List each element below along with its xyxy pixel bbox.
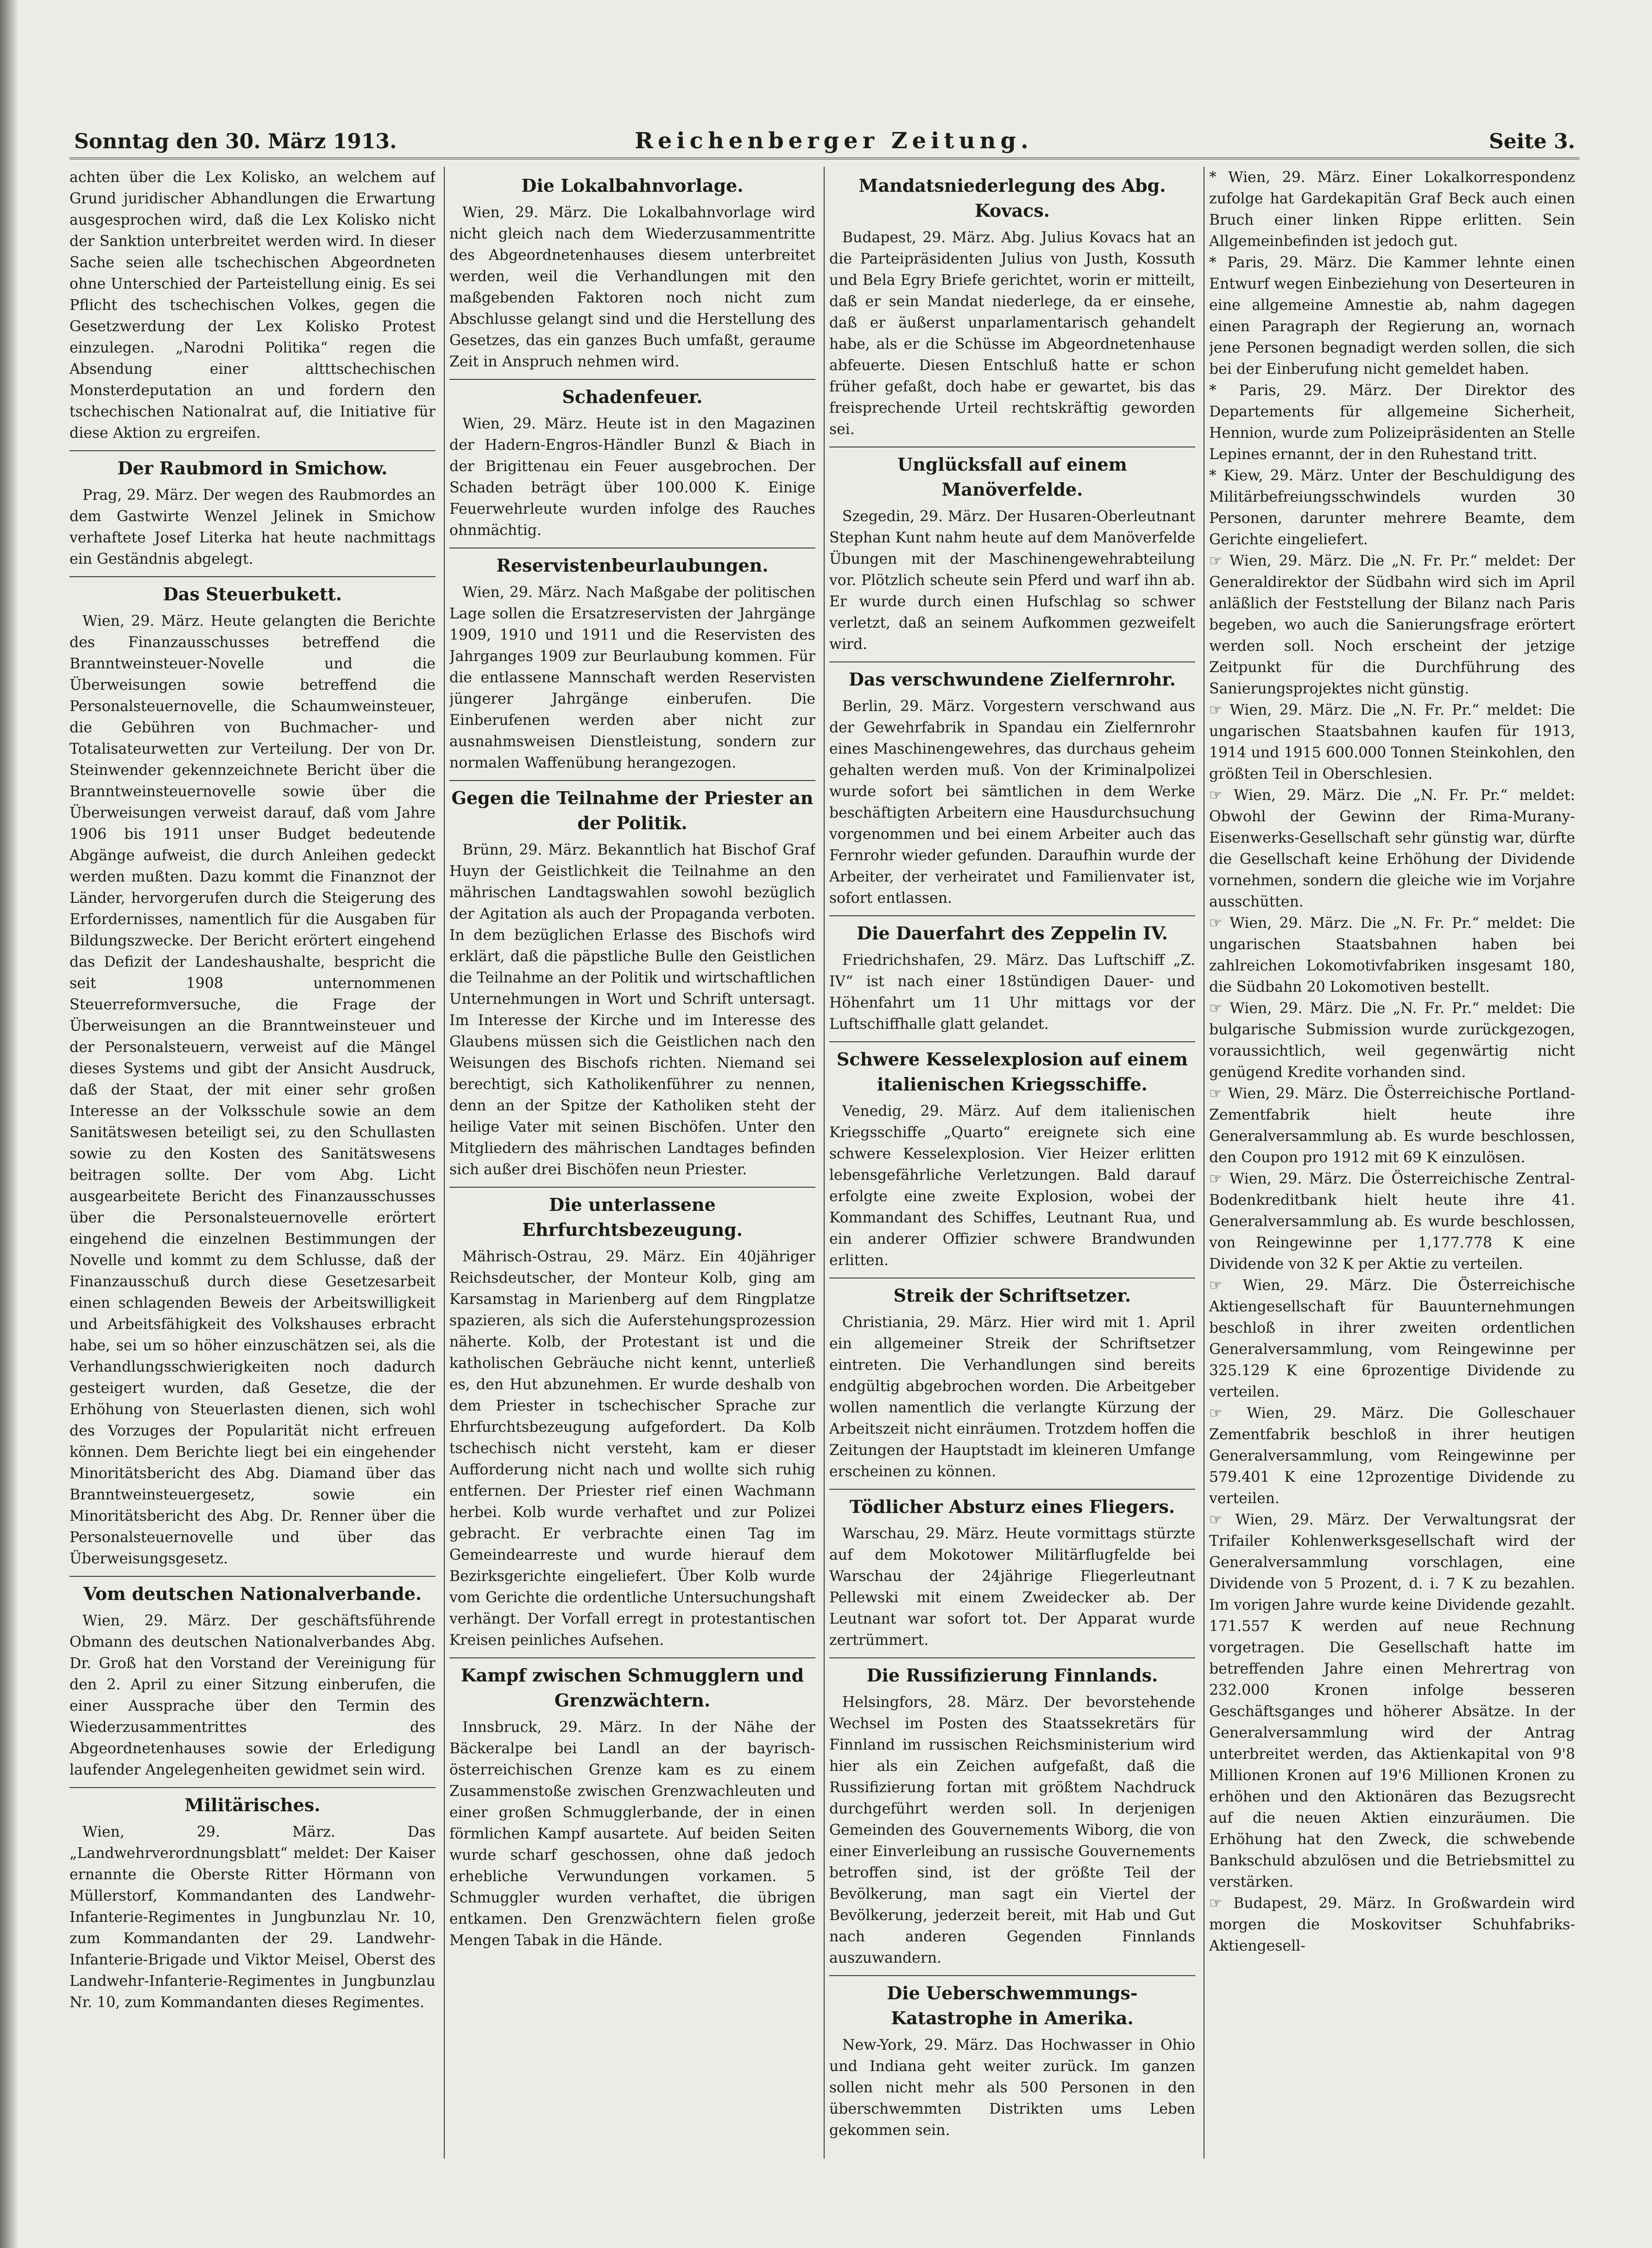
article xyxy=(829,1975,1195,2141)
article-headline: Unglücksfall auf einem Manöverfelde. xyxy=(829,447,1195,502)
newspaper-title: Reichenberger Zeitung. xyxy=(635,128,1033,154)
article xyxy=(829,1278,1195,1482)
article-headline: Schwere Kesselexplosion auf einem italienischen Kriegsschiffe. xyxy=(829,1041,1195,1097)
paragraph: ☞ Budapest, 29. März. In Großwardein wird morgen die Moskovitser Schuhfabriks-Aktiengesell- xyxy=(1209,1895,1575,1954)
article-body: Szegedin, 29. März. Der Husaren-Oberleutnant Stephan Kunt nahm heute auf dem Manöverfelde Übungen mit der Maschinengewehrabteilung vor. Plötzlich scheute sein Pferd und warf ihn ab. Er wurde durch einen Hufschlag so schwer verletzt, daß an seinem Aufkommen gezweifelt wird. xyxy=(829,508,1195,653)
column-rule xyxy=(824,167,825,2159)
article-headline: Mandatsniederlegung des Abg. Kovacs. xyxy=(858,175,1166,221)
article xyxy=(829,447,1195,655)
article xyxy=(69,450,435,570)
column-4 xyxy=(1209,167,1575,2159)
paragraph: ☞ Wien, 29. März. Die Österreichische Portland-Zementfabrik hielt heute ihre Generalversammlung ab. Es wurde beschlossen, den Coupon pro 1912 mit 69 K einzulösen. xyxy=(1209,1085,1575,1166)
article-body: Innsbruck, 29. März. In der Nähe der Bäckeralpe bei Landl an der bayrisch-österreichischen Grenze kam es zu einem Zusammenstoße zwischen Grenzwachleuten und einer großen Schmugglerbande, der in einen förmlichen Kampf ausartete. Auf beiden Seiten wurde scharf geschossen, ohne daß jedoch erhebliche Verwundungen vorkamen. 5 Schmuggler wurden verhaftet, die übrigen entkamen. Den Grenzwächtern fielen große Mengen Tabak in die Hände. xyxy=(449,1719,815,1949)
paragraph: * Paris, 29. März. Die Kammer lehnte einen Entwurf wegen Einbeziehung von Deserteuren in eine allgemeine Amnestie ab, nahm dagegen einen Paragraph der Regierung an, wornach jene Personen begnadigt werden sollen, die sich bei der Einberufung nicht gemeldet haben. xyxy=(1209,254,1575,378)
paragraph: ☞ Wien, 29. März. Die „N. Fr. Pr.“ meldet: Die bulgarische Submission wurde zurückgezogen, voraussichtlich, weil gegenwärtig nicht genügend Kredite vorhanden sind. xyxy=(1209,1000,1575,1081)
binding-margin xyxy=(0,0,19,2248)
article-headline: Das Steuerbukett. xyxy=(69,576,435,607)
article-headline: Schadenfeuer. xyxy=(449,379,815,409)
column-3 xyxy=(829,167,1195,2159)
article xyxy=(449,1187,815,1651)
article-headline: Kampf zwischen Schmugglern und Grenzwächtern. xyxy=(449,1657,815,1713)
article-body: Christiania, 29. März. Hier wird mit 1. April ein allgemeiner Streik der Schriftsetzer eintreten. Die Verhandlungen sind bereits endgültig abgebrochen worden. Die Arbeitgeber wollen namentlich die verlangte Kürzung der Arbeitszeit nicht einräumen. Trotzdem hoffen die Zeitungen der Hauptstadt im kleineren Umfange erscheinen zu können. xyxy=(829,1314,1195,1480)
article-body: Friedrichshafen, 29. März. Das Luftschiff „Z. IV“ ist nach einer 18stündigen Dauer- und Höhenfahrt um 11 Uhr mittags vor der Luftschiffhalle glatt gelandet. xyxy=(829,952,1195,1033)
paragraph: ☞ Wien, 29. März. Die „N. Fr. Pr.“ meldet: Der Generaldirektor der Südbahn wird sich im April anläßlich der Feststellung der Bilanz nach Paris begeben, wo auch die Sanierungsfrage erörtert werden soll. Noch erscheint der jetzige Zeitpunkt für die Durchführung des Sanierungsprojektes nicht günstig. xyxy=(1209,553,1575,697)
article-headline: Die Russifizierung Finnlands. xyxy=(829,1657,1195,1688)
article-headline: Vom deutschen Nationalverbande. xyxy=(69,1576,435,1606)
article-headline: Das verschwundene Zielfernrohr. xyxy=(829,661,1195,692)
article xyxy=(829,1489,1195,1651)
article xyxy=(829,1041,1195,1271)
paragraph: ☞ Wien, 29. März. Die „N. Fr. Pr.“ meldet: Die ungarischen Staatsbahnen kaufen für 1913, 1914 und 1915 600.000 Tonnen Steinkohlen, den größten Teil in Oberschlesien. xyxy=(1209,702,1575,782)
article-body: Helsingfors, 28. März. Der bevorstehende Wechsel im Posten des Staatssekretärs für Finnland im russischen Reichsministerium wird hier als ein Zeichen aufgefaßt, daß die Russifizierung fortan mit größtem Nachdruck durchgeführt werden soll. In derjenigen Gemeinden des Gouvernements Wiborg, die von einer Einverleibung an russische Gouvernements betroffen sind, ist der größte Teil der Bevölkerung, man sagt ein Viertel der Bevölkerung, jederzeit bereit, mit Hab und Gut nach anderen Gegenden Finnlands auszuwandern. xyxy=(829,1694,1195,1966)
paragraph: * Paris, 29. März. Der Direktor des Departements für allgemeine Sicherheit, Hennion, wurde zum Polizeipräsidenten an Stelle Lepines ernannt, der in den Ruhestand tritt. xyxy=(1209,382,1575,463)
article-body: Wien, 29. März. Der geschäftsführende Obmann des deutschen Nationalverbandes Abg. Dr. Groß hat den Vorstand der Vereinigung für den 2. April zu einer Sitzung einberufen, die einer Aussprache über den Termin des Wiederzusammentrittes des Abgeordnetenhauses sowie der Erledigung laufender Angelegenheiten gewidmet sein wird. xyxy=(69,1612,435,1778)
continued-text xyxy=(69,167,435,444)
article-body: Prag, 29. März. Der wegen des Raubmordes an dem Gastwirte Wenzel Jelinek in Smichow verhaftete Josef Literka hat heute nachmittags ein Geständnis abgelegt. xyxy=(69,487,435,567)
article-body: Wien, 29. März. Heute gelangten die Berichte des Finanzausschusses betreffend die Branntweinsteuer-Novelle und die Überweisungen sowie betreffend die Personalsteuernovelle, die Schaumweinsteuer, die Gebühren von Buchmacher- und Totalisateurwetten zur Verteilung. Der von Dr. Steinwender gekennzeichnete Bericht über die Branntweinsteuernovelle sowie über die Überweisungen verweist darauf, daß vom Jahre 1906 bis 1911 unser Budget bedeutende Abgänge aufweist, die durch Anleihen gedeckt werden mußten. Dazu kommt die Finanznot der Länder, hervorgerufen durch die Steigerung des Erfordernisses, namentlich für die Ausgaben für Bildungszwecke. Der Bericht erörtert eingehend das Defizit der Landeshaushalte, bespricht die seit 1908 unternommenen Steuerreformversuche, die Frage der Überweisungen an die Branntweinsteuer und der Personalsteuern, verweist auf die Mängel dieses Systems und gibt der Ansicht Ausdruck, daß der Staat, der mit einer sehr großen Interesse an der Volksschule sowie an dem Sanitätswesen beteiligt sei, zu den Schullasten sowie zu den Kosten des Sanitätswesens beitragen sollte. Der vom Abg. Licht ausgearbeitete Bericht des Finanzausschusses über die Personalsteuernovelle erörtert eingehend die einzelnen Bestimmungen der Novelle und kommt zu dem Schlusse, daß der Finanzausschuß durch diese Gesetzesarbeit einen schlagenden Beweis der Arbeitswilligkeit und Arbeitsfähigkeit des Volkshauses erbracht habe, sei um so höher einzuschätzen sei, als die Verhandlungsschwierigkeiten noch dadurch gesteigert wurden, daß Gesetze, die der Erhöhung von Steuerlasten dienen, sich wohl des Vorzuges der Popularität nicht erfreuen können. Dem Berichte liegt bei ein eingehender Minoritätsbericht des Abg. Diamand über das Branntweinsteuergesetz, sowie ein Minoritätsbericht des Abg. Dr. Renner über die Personalsteuernovelle und über das Überweisungsgesetz. xyxy=(69,613,435,1567)
article-headline: Tödlicher Absturz eines Fliegers. xyxy=(829,1489,1195,1519)
article xyxy=(449,548,815,774)
article xyxy=(829,173,1195,440)
column-1 xyxy=(69,167,435,2159)
column-rule xyxy=(444,167,445,2159)
newspaper-page xyxy=(69,125,1580,2163)
paragraph: * Kiew, 29. März. Unter der Beschuldigung des Militärbefreiungsschwindels wurden 30 Personen, darunter mehrere Beamte, dem Gerichte eingeliefert. xyxy=(1209,467,1575,548)
article-body: Wien, 29. März. Das „Landwehrverordnungsblatt“ meldet: Der Kaiser ernannte die Oberste Ritter Hörmann von Müllerstorf, Kommandanten des Landwehr-Infanterie-Regimentes in Jungbunzlau Nr. 10, zum Kommandanten der 29. Landwehr-Infanterie-Brigade und Viktor Meisel, Oberst des Landwehr-Infanterie-Regimentes in Jungbunzlau Nr. 10, zum Kommandanten dieses Regimentes. xyxy=(69,1824,435,2011)
article-body: Wien, 29. März. Die Lokalbahnvorlage wird nicht gleich nach dem Wiederzusammentritte des Abgeordnetenhauses diesem unterbreitet werden, weil die Verhandlungen mit den maßgebenden Faktoren noch nicht zum Abschlusse gelangt sind und die Herstellung des Gesetzes, das ein ganzes Buch umfaßt, geraume Zeit in Anspruch nehmen wird. xyxy=(449,204,815,370)
paragraph: ☞ Wien, 29. März. Die „N. Fr. Pr.“ meldet: Die ungarischen Staatsbahnen haben bei zahlreichen Lokomotivfabriken insgesamt 180, die Südbahn 20 Lokomotiven bestellt. xyxy=(1209,915,1575,995)
article-body: Wien, 29. März. Heute ist in den Magazinen der Hadern-Engros-Händler Bunzl & Biach in der Brigittenau ein Feuer ausgebrochen. Der Schaden beträgt über 100.000 K. Einige Feuerwehrleute wurden infolge des Rauches ohnmächtig. xyxy=(449,416,815,539)
article xyxy=(69,1787,435,2013)
page-number: Seite 3. xyxy=(1488,130,1575,153)
article xyxy=(69,576,435,1569)
article-headline: Die Dauerfahrt des Zeppelin IV. xyxy=(829,915,1195,946)
continued-text xyxy=(1209,167,1575,1957)
article-body: New-York, 29. März. Das Hochwasser in Ohio und Indiana geht weiter zurück. Im ganzen sollen nicht mehr als 500 Personen in den überschwemmten Distrikten ums Leben gekommen sein. xyxy=(829,2037,1195,2139)
paragraph: ☞ Wien, 29. März. Die „N. Fr. Pr.“ meldet: Obwohl der Gewinn der Rima-Murany-Eisenwerks-Gesellschaft sehr günstig war, dürfte die Gesellschaft keine Erhöhung der Dividende vornehmen, sondern die gleiche wie im Vorjahre ausschütten. xyxy=(1209,787,1575,910)
paragraph: ☞ Wien, 29. März. Die Golleschauer Zementfabrik beschloß in ihrer heutigen Generalversammlung, vom Reingewinne per 579.401 K eine 12prozentige Dividende zu verteilen. xyxy=(1209,1405,1575,1507)
article-body: Venedig, 29. März. Auf dem italienischen Kriegsschiffe „Quarto“ ereignete sich eine schwere Kesselexplosion. Vier Heizer erlitten lebensgefährliche Verletzungen. Bald darauf erfolgte eine zweite Explosion, wobei der Kommandant des Schiffes, Leutnant Rua, und ein anderer Offizier schwere Brandwunden erlitten. xyxy=(829,1103,1195,1269)
article-body: Wien, 29. März. Nach Maßgabe der politischen Lage sollen die Ersatzreservisten der Jahrgänge 1909, 1910 und 1911 und die Reservisten des Jahrganges 1909 zur Beurlaubung kommen. Für die entlassene Mannschaft werden Reservisten jüngerer Jahrgänge einberufen. Die Einberufenen werden aber nicht zur ausnahmsweisen Dienstleistung, sondern zur normalen Waffenübung herangezogen. xyxy=(449,584,815,771)
article-body: Berlin, 29. März. Vorgestern verschwand aus der Gewehrfabrik in Spandau ein Zielfernrohr eines Maschinengewehres, das durchaus geheim gehalten werden muß. Von der Kriminalpolizei wurde sofort bei sämtlichen in dem Werke beschäftigten Arbeitern eine Hausdurchsuchung vorgenommen und bei einem Arbeiter auch das Fernrohr wieder gefunden. Daraufhin wurde der Arbeiter, der verheiratet und Familienvater ist, sofort entlassen. xyxy=(829,698,1195,907)
article-body: Brünn, 29. März. Bekanntlich hat Bischof Graf Huyn der Geistlichkeit die Teilnahme an den mährischen Landtagswahlen sowohl bezüglich der Agitation als auch der Propaganda verboten. In dem bezüglichen Erlasse des Bischofs wird erklärt, daß die päpstliche Bulle den Geistlichen die Teilnahme an der Politik und wirtschaftlichen Unternehmungen in Wort und Schrift untersagt. Im Interesse der Kirche und im Interesse des Glaubens müssen sich die Geistlichen nach den Weisungen des Bischofs richten. Niemand sei berechtigt, sich Katholikenführer zu nennen, denn an der Spitze der Katholiken steht der heilige Vater mit seinen Bischöfen. Unter den Mitgliedern des mährischen Landtages befinden sich außer drei Bischöfen neun Priester. xyxy=(449,842,815,1178)
article xyxy=(829,661,1195,909)
article-body: Budapest, 29. März. Abg. Julius Kovacs hat an die Parteipräsidenten Julius von Justh, Kossuth und Bela Egry Briefe gerichtet, worin er mitteilt, daß er sein Mandat niederlege, da er einsehe, daß er äußerst unparlamentarisch gehandelt habe, als er die Schüsse im Abgeordnetenhause abfeuerte. Diesen Entschluß hatte er schon früher gefaßt, doch habe er gewartet, bis das freisprechende Urteil rechtskräftig geworden sei. xyxy=(829,229,1195,438)
article-body: Mährisch-Ostrau, 29. März. Ein 40jähriger Reichsdeutscher, der Monteur Kolb, ging am Karsamstag in Marienberg auf dem Ringplatze spazieren, als sich die Auferstehungsprozession näherte. Kolb, der Protestant ist und die katholischen Gebräuche nicht kennt, unterließ es, den Hut abzunehmen. Er wurde deshalb von dem Priester in tschechischer Sprache zur Ehrfurchtsbezeugung aufgefordert. Da Kolb tschechisch nicht versteht, kam er dieser Aufforderung nicht nach und wollte sich ruhig entfernen. Der Priester rief einen Wachmann herbei. Kolb wurde verhaftet und zur Polizei gebracht. Er verbrachte einen Tag im Gemeindearreste und wurde hierauf dem Bezirksgerichte eingeliefert. Über Kolb wurde vom Gerichte die ordentliche Untersuchungshaft verhängt. Der Vorfall erregt in protestantischen Kreisen peinliches Aufsehen. xyxy=(449,1248,815,1649)
article xyxy=(449,1657,815,1951)
article xyxy=(829,915,1195,1035)
article-body: Warschau, 29. März. Heute vormittags stürzte auf dem Mokotower Militärflugfelde bei Warschau der 24jährige Fliegerleutnant Pellewski mit einem Zweidecker ab. Der Leutnant war sofort tot. Der Apparat wurde zertrümmert. xyxy=(829,1525,1195,1649)
article xyxy=(449,780,815,1180)
article xyxy=(449,173,815,372)
issue-date: Sonntag den 30. März 1913. xyxy=(74,130,397,153)
paragraph: achten über die Lex Kolisko, an welchem auf Grund juridischer Abhandlungen die Erwartung ausgesprochen wird, daß die Lex Kolisko nicht der Sanktion unterbreitet werden wird. In dieser Sache seien alle tschechischen Abgeordneten ohne Unterschied der Parteistellung einig. Es sei Pflicht des tschechischen Volkes, gegen die Gesetzwerdung der Lex Kolisko Protest einzulegen. „Narodni Politika“ regen die Absendung einer altttschechischen Monsterdeputation an und fordern den tschechischen Nationalrat auf, die Initiative für diese Aktion zu ergreifen. xyxy=(69,169,435,441)
article-headline: Die Lokalbahnvorlage. xyxy=(521,175,744,196)
article xyxy=(69,1576,435,1781)
article-headline: Militärisches. xyxy=(69,1787,435,1818)
paragraph: ☞ Wien, 29. März. Der Verwaltungsrat der Trifailer Kohlenwerksgesellschaft wird der Generalversammlung vorschlagen, eine Dividende von 5 Prozent, d. i. 7 K zu bezahlen. Im vorigen Jahre wurde keine Dividende gezahlt. 171.557 K werden auf neue Rechnung vorgetragen. Die Gesellschaft hatte im betreffenden Jahre einen Mehrertrag von 232.000 Kronen infolge besseren Geschäftsganges und höherer Absätze. In der Generalversammlung wird der Antrag unterbreitet werden, das Aktienkapital von 9'8 Millionen Kronen auf 19'6 Millionen Kronen zu erhöhen und den Aktionären das Bezugsrecht auf die neuen Aktien einzuräumen. Die Erhöhung hat den Zweck, die schwebende Bankschuld abzulösen und die Betriebsmittel zu verstärken. xyxy=(1209,1511,1575,1890)
article-headline: Streik der Schriftsetzer. xyxy=(829,1278,1195,1308)
paragraph: ☞ Wien, 29. März. Die Österreichische Zentral-Bodenkreditbank hielt heute ihre 41. Generalversammlung ab. Es wurde beschlossen, von Reingewinne per 1,177.778 K eine Dividende von 32 K per Aktie zu verteilen. xyxy=(1209,1171,1575,1272)
article-headline: Der Raubmord in Smichow. xyxy=(69,450,435,481)
page-header xyxy=(69,125,1580,159)
article-headline: Die unterlassene Ehrfurchtsbezeugung. xyxy=(449,1187,815,1242)
article xyxy=(829,1657,1195,1969)
paragraph: ☞ Wien, 29. März. Die Österreichische Aktiengesellschaft für Bauunternehmungen beschloß in ihrer zweiten ordentlichen Generalversammlung, vom Reingewinne per 325.129 K eine 6prozentige Dividende zu verteilen. xyxy=(1209,1277,1575,1400)
article xyxy=(449,379,815,541)
article-headline: Gegen die Teilnahme der Priester an der Politik. xyxy=(449,780,815,836)
article-headline: Reservistenbeurlaubungen. xyxy=(449,548,815,578)
column-2 xyxy=(449,167,815,2159)
article-headline: Die Ueberschwemmungs-Katastrophe in Amerika. xyxy=(829,1975,1195,2031)
paragraph: * Wien, 29. März. Einer Lokalkorrespondenz zufolge hat Gardekapitän Graf Beck auch einen Bruch einer linken Rippe erlitten. Sein Allgemeinbefinden ist jedoch gut. xyxy=(1209,169,1575,250)
